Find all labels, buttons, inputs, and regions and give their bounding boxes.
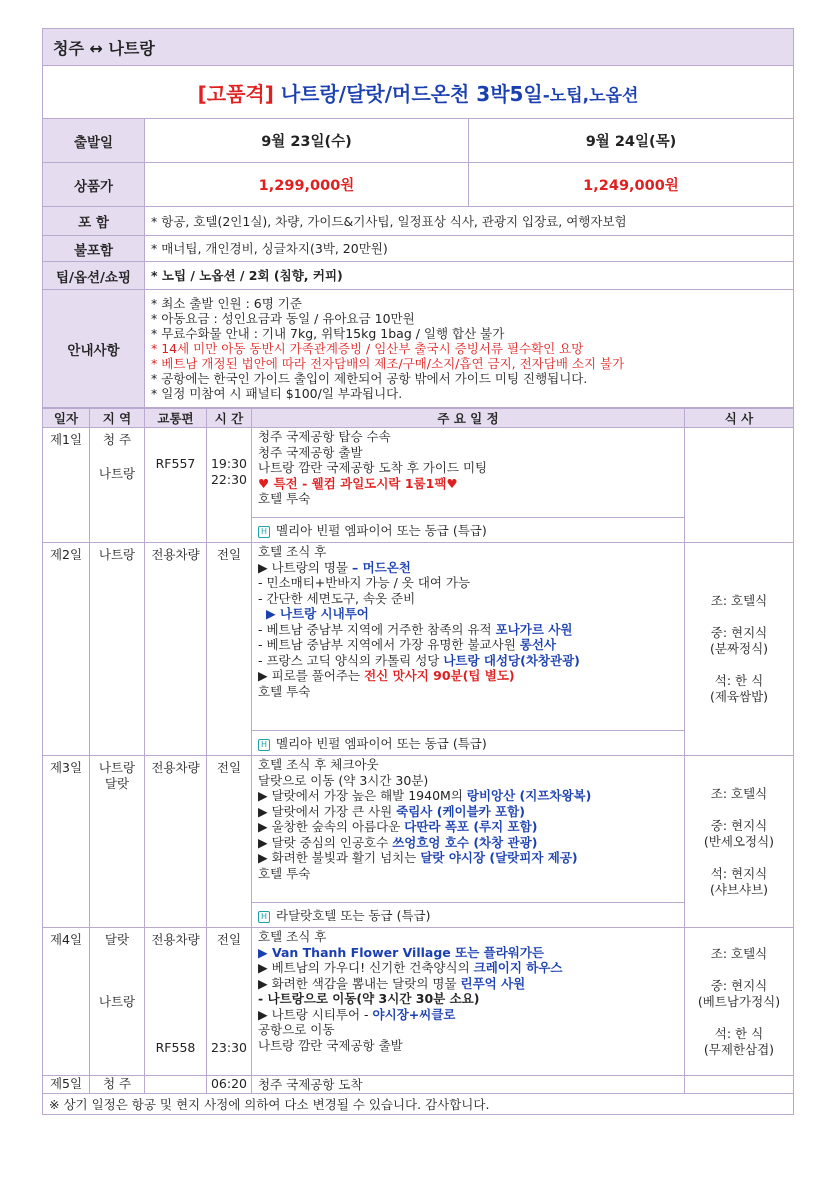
day4-plan: 호텔 조식 후 ▶ Van Thanh Flower Village 또는 플라워가든 ▶ 베트남의 가우디! 신기한 건축양식의 크레이지 하우스 ▶ 화려한 색감을 뽐내는 달랏의 명물 린푸억 사원 - 나트랑으로 이동(약 3시간 30분 소요) ▶ 나트랑 시티투어 - 야시장+씨클로 공항으로 이동 나트랑 깜란 국제공항 출발	[252, 928, 685, 1076]
day5-label: 제5일	[43, 1076, 90, 1094]
title-prefix: [고품격]	[197, 81, 274, 106]
notice-item: * 14세 미만 아동 동반시 가족관계증빙 / 임산부 출국시 증빙서류 필수확인 요망	[151, 341, 584, 356]
notice-item: * 무료수화물 안내 : 기내 7kg, 위탁15kg 1bag / 일행 합산 불가	[151, 326, 505, 341]
day2-time: 전일	[207, 543, 252, 756]
day1-time: 19:30 22:30	[207, 428, 252, 543]
col-plan: 주 요 일 정	[252, 409, 685, 428]
title-suffix: -노팁,노옵션	[542, 85, 639, 106]
day2-transport: 전용차량	[145, 543, 207, 756]
excluded-label: 불포함	[43, 236, 145, 262]
day3-area: 나트랑 달랏	[90, 756, 145, 928]
day5-time: 06:20	[207, 1076, 252, 1094]
day1-area: 청 주 나트랑	[90, 428, 145, 543]
tip-text: * 노팁 / 노옵션 / 2회 (침향, 커피)	[145, 262, 794, 290]
day4-area: 달랏 나트랑	[90, 928, 145, 1076]
day2-meal: 조: 호텔식 중: 현지식 (분짜정식) 석: 한 식 (제육쌈밥)	[685, 543, 794, 756]
col-transport: 교통편	[145, 409, 207, 428]
notice-label: 안내사항	[43, 290, 145, 408]
col-meal: 식 사	[685, 409, 794, 428]
title-main: 나트랑/달랏/머드온천 3박5일	[273, 81, 543, 106]
day2-hotel: H 멜리아 빈펄 엠파이어 또는 동급 (특급)	[252, 731, 685, 756]
notice-item: * 최소 출발 인원 : 6명 기준	[151, 296, 302, 311]
day4-meal: 조: 호텔식 중: 현지식 (베트남가정식) 석: 한 식 (무제한삼겹)	[685, 928, 794, 1076]
day2-plan: 호텔 조식 후 ▶ 나트랑의 명물 – 머드온천 - 민소매티+반바지 가능 / 옷 대여 가능 - 간단한 세면도구, 속옷 준비 ▶ 나트랑 시내투어 - 베트남 중남부 지역에 거주한 참족의 유적 포나가르 사원 - 베트남 중남부 지역에서 가장 유명한 불교사원 롱선사 - 프랑스 고딕 양식의 카톨릭 성당 나트랑 대성당(차창관광) ▶ 피로를 풀어주는 전신 맛사지 90분(팁 별도) 호텔 투숙	[252, 543, 685, 731]
hotel-icon: H	[258, 739, 270, 751]
notice-item: * 아동요금 : 성인요금과 동일 / 유아요금 10만원	[151, 311, 415, 326]
day1-plan: 청주 국제공항 탑승 수속 청주 국제공항 출발 나트랑 깜란 국제공항 도착 후 가이드 미팅 ♥ 특전 - 웰컴 과일도시락 1룸1팩♥ 호텔 투숙	[252, 428, 685, 518]
product-title	[43, 66, 794, 119]
itinerary-sheet	[42, 28, 793, 1115]
heart-icon: ♥	[258, 475, 270, 491]
price-label: 상품가	[43, 163, 145, 207]
day1-meal	[685, 428, 794, 543]
col-day: 일자	[43, 409, 90, 428]
day3-plan: 호텔 조식 후 체크아웃 달랏으로 이동 (약 3시간 30분) ▶ 달랏에서 가장 높은 해발 1940M의 랑비앙산 (지프차왕복) ▶ 달랏에서 가장 큰 사원 죽림사 (케이블카 포함) ▶ 울창한 숲속의 아름다운 다딴라 폭포 (루지 포함) ▶ 달랏 중심의 인공호수 쓰엉흐엉 호수 (차창 관광) ▶ 화려한 불빛과 활기 넘치는 달랏 야시장 (달랏피자 제공) 호텔 투숙	[252, 756, 685, 903]
notice-item: * 일정 미참여 시 패널티 $100/일 부과됩니다.	[151, 386, 403, 401]
day1-hotel: H 멜리아 빈펄 엠파이어 또는 동급 (특급)	[252, 518, 685, 543]
day1-label: 제1일	[43, 428, 90, 543]
excluded-text: * 매너팁, 개인경비, 싱글차지(3박, 20만원)	[145, 236, 794, 262]
departure-date-2: 9월 24일(목)	[469, 119, 794, 163]
day4-time: 전일 23:30	[207, 928, 252, 1076]
departure-date-1: 9월 23일(수)	[145, 119, 469, 163]
hotel-icon: H	[258, 526, 270, 538]
day5-transport	[145, 1076, 207, 1094]
hotel-icon: H	[258, 911, 270, 923]
heart-icon: ♥	[446, 475, 458, 491]
col-area: 지 역	[90, 409, 145, 428]
summary-table	[42, 28, 794, 408]
col-time: 시 간	[207, 409, 252, 428]
price-1: 1,299,000원	[145, 163, 469, 207]
route-header: 청주 ↔ 나트랑	[43, 29, 794, 66]
day3-meal: 조: 호텔식 중: 현지식 (반세오정식) 석: 현지식 (샤브샤브)	[685, 756, 794, 928]
day5-plan: 청주 국제공항 도착	[252, 1076, 685, 1094]
day3-hotel: H 라달랏호텔 또는 동급 (특급)	[252, 903, 685, 928]
day3-transport: 전용차량	[145, 756, 207, 928]
departure-label: 출발일	[43, 119, 145, 163]
day2-area: 나트랑	[90, 543, 145, 756]
schedule-table	[42, 408, 794, 1115]
included-label: 포 함	[43, 207, 145, 236]
day5-meal	[685, 1076, 794, 1094]
price-2: 1,249,000원	[469, 163, 794, 207]
footer-note: ※ 상기 일정은 항공 및 현지 사정에 의하여 다소 변경될 수 있습니다. 감사합니다.	[43, 1094, 794, 1115]
tip-label: 팁/옵션/쇼핑	[43, 262, 145, 290]
notice-list	[145, 290, 794, 408]
notice-item: * 베트남 개정된 법안에 따라 전자담배의 제조/구매/소지/흡연 금지, 전자담배 소지 불가	[151, 356, 625, 371]
day1-transport: RF557	[145, 428, 207, 543]
included-text: * 항공, 호텔(2인1실), 차량, 가이드&기사팁, 일정표상 식사, 관광지 입장료, 여행자보험	[145, 207, 794, 236]
day4-label: 제4일	[43, 928, 90, 1076]
day2-label: 제2일	[43, 543, 90, 756]
day5-area: 청 주	[90, 1076, 145, 1094]
day4-transport: 전용차량 RF558	[145, 928, 207, 1076]
notice-item: * 공항에는 한국인 가이드 출입이 제한되어 공항 밖에서 가이드 미팅 진행됩니다.	[151, 371, 588, 386]
day3-time: 전일	[207, 756, 252, 928]
day3-label: 제3일	[43, 756, 90, 928]
